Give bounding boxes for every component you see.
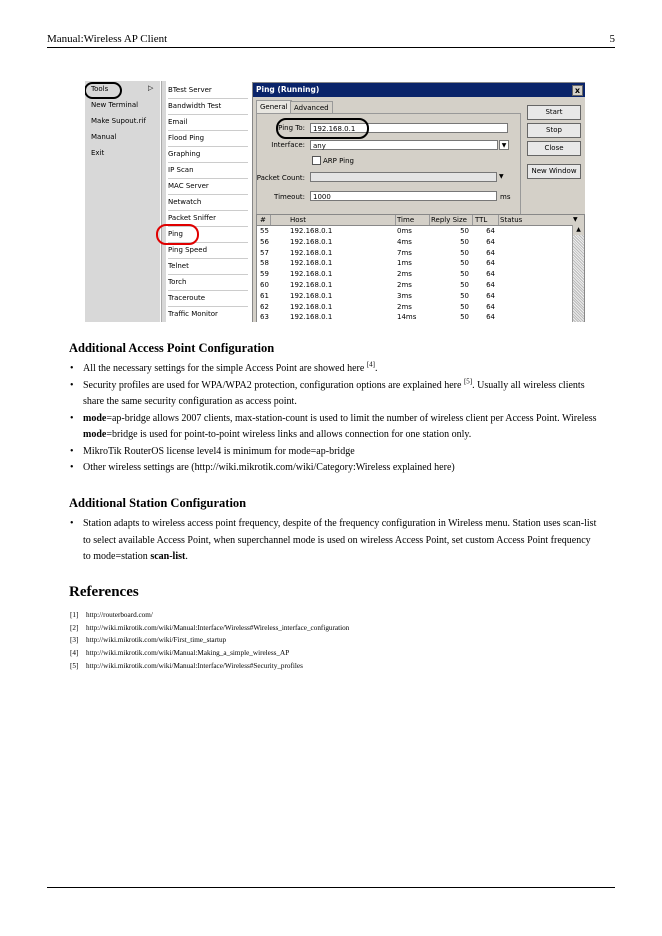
table-cell: 55 [260,227,269,235]
table-cell: 64 [486,270,495,279]
table-cell: 56 [260,237,269,246]
submenu-item[interactable]: MAC Server [168,179,248,195]
reference-item: [2] http://wiki.mikrotik.com/wiki/Manual:Interface/Wireless#Wireless_interface_configuration [70,623,350,632]
close-icon[interactable]: x [572,85,583,96]
menu-item-exit[interactable]: Exit [91,149,105,157]
table-cell: 58 [260,259,269,268]
reference-item: [5] http://wiki.mikrotik.com/wiki/Manual:Interface/Wireless#Security_profiles [70,661,303,670]
list-item: • Other wireless settings are (http://wiki.mikrotik.com/wiki/Category:Wireless explained here) [69,460,599,477]
window-titlebar [253,83,585,97]
table-cell: 64 [486,248,495,257]
reference-item: [1] http://routerboard.com/ [70,611,153,619]
table-cell: 60 [260,281,269,289]
submenu-item[interactable]: Traceroute [168,291,248,307]
ping-window [252,82,585,322]
table-cell: 50 [460,259,469,268]
table-cell: 192.168.0.1 [290,237,333,246]
section-heading-station: Additional Station Configuration [69,496,247,510]
table-cell: 192.168.0.1 [290,248,333,257]
tab-advanced[interactable]: Advanced [290,101,333,114]
table-cell: 2ms [397,270,412,279]
scroll-up-icon[interactable]: ▲ [573,225,584,235]
reference-item: [4] http://wiki.mikrotik.com/wiki/Manual:Making_a_simple_wireless_AP [70,649,290,658]
submenu-item[interactable]: Packet Sniffer [168,211,248,227]
new-window-button[interactable]: New Window [527,164,581,179]
table-cell: 64 [486,259,495,268]
citation-link[interactable]: [5] [463,377,473,386]
ap-bullet-list [69,361,599,477]
tools-menu [85,81,160,322]
menu-item-tools[interactable]: Tools [91,85,109,93]
highlight-ping-circle [156,224,199,245]
table-cell: 63 [260,313,269,322]
citation-link[interactable]: [4] [366,360,375,369]
table-cell: 50 [460,281,469,289]
table-row[interactable] [257,269,572,279]
menu-item-make-supout[interactable]: Make Supout.rif [91,117,146,125]
reference-link[interactable]: http://wiki.mikrotik.com/wiki/Manual:Making_a_simple_wireless_AP [86,649,290,658]
col-header[interactable]: Time [397,216,415,224]
arp-ping-label: ARP Ping [323,157,354,165]
table-cell: 50 [460,227,469,235]
table-cell: 2ms [397,281,412,289]
table-cell: 57 [260,248,269,257]
table-cell: 2ms [397,302,412,311]
table-cell: 59 [260,270,269,279]
col-header[interactable]: Host [290,216,306,224]
reference-link[interactable]: http://wiki.mikrotik.com/wiki/First_time_startup [86,636,227,645]
highlight-ping-to-circle [276,118,369,139]
table-row[interactable] [257,248,572,258]
table-cell: 192.168.0.1 [290,302,333,311]
reference-item: [3] http://wiki.mikrotik.com/wiki/First_time_startup [70,636,227,645]
list-item: • Station adapts to wireless access point frequency, despite of the frequency configuration in Wireless menu. Station uses scan-list to select available Access Point, when superchannel mode is used on wireless Access Point, set custom Access Point frequency to mode=station scan-list. [69,516,599,566]
list-item: • Security profiles are used for WPA/WPA2 protection, configuration options are explained here [5]. Usually all wireless clients share the same security configuration as access point. [69,378,599,411]
window-title: Ping (Running) [256,85,320,94]
table-cell: 1ms [397,259,412,268]
start-button[interactable]: Start [527,105,581,120]
table-cell: 192.168.0.1 [290,291,333,300]
menu-item-new-terminal[interactable]: New Terminal [91,101,139,109]
section-heading-ap: Additional Access Point Configuration [69,341,275,355]
table-header [257,215,584,226]
menu-item-manual[interactable]: Manual [91,133,117,141]
table-row[interactable] [257,291,572,301]
winbox-screenshot [85,81,585,322]
page-number: 5 [609,33,615,45]
close-button[interactable]: Close [527,141,581,156]
dropdown-arrow-icon[interactable]: ▼ [499,140,509,150]
interface-label: Interface: [271,141,305,149]
table-cell: 64 [486,313,495,322]
table-cell: 14ms [397,313,417,322]
station-bullet-list [69,516,599,566]
submenu-arrow-icon: ▷ [148,84,154,92]
ping-to-label: Ping To: [278,124,305,132]
timeout-label: Timeout: [274,193,305,201]
table-cell: 0ms [397,227,412,235]
table-cell: 50 [460,291,469,300]
table-cell: 64 [486,291,495,300]
table-cell: 192.168.0.1 [290,259,333,268]
list-item: • MikroTik RouterOS license level4 is minimum for mode=ap-bridge [69,444,599,461]
tab-general[interactable]: General [256,100,292,114]
submenu-item[interactable]: Bandwidth Test [168,99,248,115]
submenu-item[interactable]: Netwatch [168,195,248,211]
submenu-item[interactable]: Ping Speed [168,243,248,259]
table-cell: 50 [460,313,469,322]
table-cell: 4ms [397,237,412,246]
arp-ping-checkbox[interactable] [312,156,321,165]
table-cell: 62 [260,302,269,311]
submenu-item[interactable]: Graphing [168,147,248,163]
table-cell: 50 [460,237,469,246]
table-row[interactable] [257,237,572,247]
submenu-item[interactable]: IP Scan [168,163,248,179]
table-cell: 3ms [397,291,412,300]
submenu-item[interactable]: Telnet [168,259,248,275]
col-header[interactable]: TTL [475,216,488,224]
table-cell: 64 [486,237,495,246]
packet-count-label: Packet Count: [256,174,305,182]
table-cell: 64 [486,302,495,311]
ping-to-input[interactable]: 192.168.0.1 [310,123,508,133]
table-row[interactable] [257,226,572,236]
submenu-item-ping[interactable]: Ping [168,227,248,243]
timeout-unit: ms [500,193,511,201]
stop-button[interactable]: Stop [527,123,581,138]
table-row[interactable] [257,258,572,268]
table-cell: 7ms [397,248,412,257]
interface-select[interactable]: any [310,140,498,150]
reference-link[interactable]: http://wiki.mikrotik.com/wiki/Manual:Interface/Wireless#Wireless_interface_configuration [86,623,350,632]
submenu-item[interactable]: Torch [168,275,248,291]
table-cell: 50 [460,248,469,257]
table-cell: 192.168.0.1 [290,281,333,289]
packet-count-dropdown-icon[interactable]: ▼ [499,173,504,180]
col-header[interactable]: # [260,216,266,224]
references-list [70,609,349,673]
table-cell: 192.168.0.1 [290,227,333,235]
submenu-item[interactable]: BTest Server [168,83,248,99]
table-cell: 50 [460,270,469,279]
submenu-item[interactable]: Flood Ping [168,131,248,147]
footer-rule [47,887,615,888]
timeout-input[interactable]: 1000 [310,191,497,201]
reference-link[interactable]: http://routerboard.com/ [86,611,153,619]
col-header[interactable]: Reply Size [431,216,467,224]
table-row[interactable] [257,280,572,290]
header-title: Manual:Wireless AP Client [47,33,168,45]
table-cell: 50 [460,302,469,311]
table-row[interactable] [257,312,572,322]
table-row[interactable] [257,302,572,312]
packet-count-input[interactable] [310,172,497,182]
col-header[interactable]: Status [500,216,523,224]
column-menu-icon[interactable]: ▼ [573,216,578,223]
ping-results-table [256,214,585,322]
table-cell: 64 [486,227,495,235]
table-cell: 192.168.0.1 [290,270,333,279]
table-cell: 192.168.0.1 [290,313,333,322]
submenu-item[interactable]: Traffic Monitor [168,307,248,322]
tools-submenu [161,81,250,322]
references-heading: References [69,584,139,600]
list-item: • mode=ap-bridge allows 2007 clients, max-station-count is used to limit the number of wireless client per Access Point. Wireless mode=bridge is used for point-to-point wireless links and allows connection for one station only. [69,411,599,444]
table-cell: 64 [486,281,495,289]
list-item: • All the necessary settings for the simple Access Point are showed here [4]. [69,361,599,378]
submenu-item[interactable]: Email [168,115,248,131]
highlight-tools-circle [85,82,122,99]
page-header [47,31,615,48]
reference-link[interactable]: http://wiki.mikrotik.com/wiki/Manual:Interface/Wireless#Security_profiles [86,661,303,670]
vertical-scrollbar[interactable] [572,225,584,322]
table-cell: 61 [260,291,269,300]
